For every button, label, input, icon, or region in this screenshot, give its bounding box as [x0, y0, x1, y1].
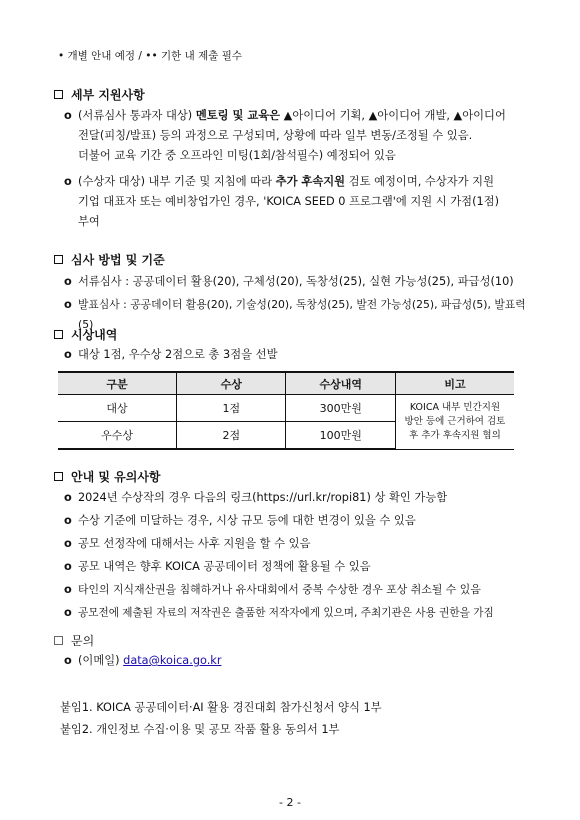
- table-cell: 1점: [177, 395, 286, 422]
- bullet-icon: o: [64, 175, 72, 188]
- awards-section-title: 시상내역: [54, 326, 117, 343]
- table-header: 비고: [395, 372, 514, 395]
- guide-item: o 2024년 수상작의 경우 다음의 링크(https://url.kr/ropi81) 상 확인 가능함: [64, 488, 534, 508]
- bullet-icon: o: [64, 491, 72, 504]
- table-cell: 우수상: [58, 422, 177, 450]
- table-header-row: [58, 372, 514, 395]
- table-header: 수상: [177, 372, 286, 395]
- support-item-2: o (수상자 대상) 내부 기준 및 지침에 따라 추가 후속지원 검토 예정이며, 수상자가 지원 기업 대표자 또는 예비창업가인 경우, 'KOICA SEED 0 프로그램'에 지원 시 가점(1점) 부여: [64, 172, 534, 232]
- support-title-text: 세부 지원사항: [71, 88, 145, 102]
- attachment-2: 붙임2. 개인정보 수집·이용 및 공모 작품 활용 동의서 1부: [60, 723, 340, 736]
- table-row: [58, 395, 514, 422]
- criteria-item-2: o 발표심사 : 공공데이터 활용(20), 기술성(20), 독창성(25), 발전 가능성(25), 파급성(5), 발표력(5): [64, 295, 534, 335]
- guide-item: o 수상 기준에 미달하는 경우, 시상 규모 등에 대한 변경이 있을 수 있음: [64, 511, 534, 531]
- bullet-icon: o: [64, 275, 72, 288]
- table-note-cell: KOICA 내부 민간지원 방안 등에 근거하여 검토 후 추가 후속지원 협의: [395, 395, 514, 450]
- awards-table: [58, 371, 514, 450]
- bullet-icon: o: [64, 583, 72, 596]
- bullet-icon: o: [64, 109, 72, 122]
- table-cell: 100만원: [286, 422, 395, 450]
- guide-item: o 타인의 지식재산권을 침해하거나 유사대회에서 중복 수상한 경우 포상 취소될 수 있음: [64, 580, 534, 600]
- table-cell: 대상: [58, 395, 177, 422]
- bullet-icon: o: [64, 537, 72, 550]
- support-section-title: [54, 86, 145, 103]
- bullet-icon: o: [64, 298, 72, 311]
- contact-section-title: 문의: [54, 632, 94, 649]
- top-note: • 개별 안내 예정 / •• 기한 내 제출 필수: [58, 50, 243, 62]
- bullet-icon: o: [64, 560, 72, 573]
- attachment-1: 붙임1. KOICA 공공데이터·AI 활용 경진대회 참가신청서 양식 1부: [60, 701, 382, 714]
- email-link[interactable]: data@koica.go.kr: [123, 654, 222, 667]
- contact-item: o (이메일) data@koica.go.kr: [64, 651, 534, 671]
- criteria-item-1: o 서류심사 : 공공데이터 활용(20), 구체성(20), 독창성(25), 실현 가능성(25), 파급성(10): [64, 272, 534, 292]
- table-cell: 300만원: [286, 395, 395, 422]
- square-bullet-icon: [54, 472, 63, 481]
- guide-item: o 공모 내역은 향후 KOICA 공공데이터 정책에 활용될 수 있음: [64, 557, 534, 577]
- table-header: 수상내역: [286, 372, 395, 395]
- awards-intro: o 대상 1점, 우수상 2점으로 총 3점을 선발: [64, 345, 534, 365]
- support-item-1: o (서류심사 통과자 대상) 멘토링 및 교육은 ▲아이디어 기획, ▲아이디어 개발, ▲아이디어 전달(피칭/발표) 등의 과정으로 구성되며, 상황에 따라 일부 변동/조정될 수 있음. 더불어 교육 기간 중 오프라인 미팅(1회/참석필수) 예정되어 있음: [64, 106, 534, 166]
- bullet-icon: o: [64, 514, 72, 527]
- table-header: 구분: [58, 372, 177, 395]
- square-bullet-icon: [54, 90, 63, 99]
- bullet-icon: o: [64, 348, 72, 361]
- table-cell: 2점: [177, 422, 286, 450]
- bullet-icon: o: [64, 654, 72, 667]
- bullet-icon: o: [64, 606, 72, 619]
- guide-section-title: 안내 및 유의사항: [54, 468, 161, 485]
- guide-item: o 공모 선정작에 대해서는 사후 지원을 할 수 있음: [64, 534, 534, 554]
- square-bullet-icon: [54, 330, 63, 339]
- square-bullet-icon: [54, 255, 63, 264]
- page-number: - 2 -: [279, 796, 301, 809]
- criteria-section-title: 심사 방법 및 기준: [54, 251, 165, 268]
- guide-item: o 공모전에 제출된 자료의 저작권은 출품한 저작자에게 있으며, 주최기관은 사용 권한을 가짐: [64, 603, 534, 623]
- square-bullet-icon: [54, 636, 63, 645]
